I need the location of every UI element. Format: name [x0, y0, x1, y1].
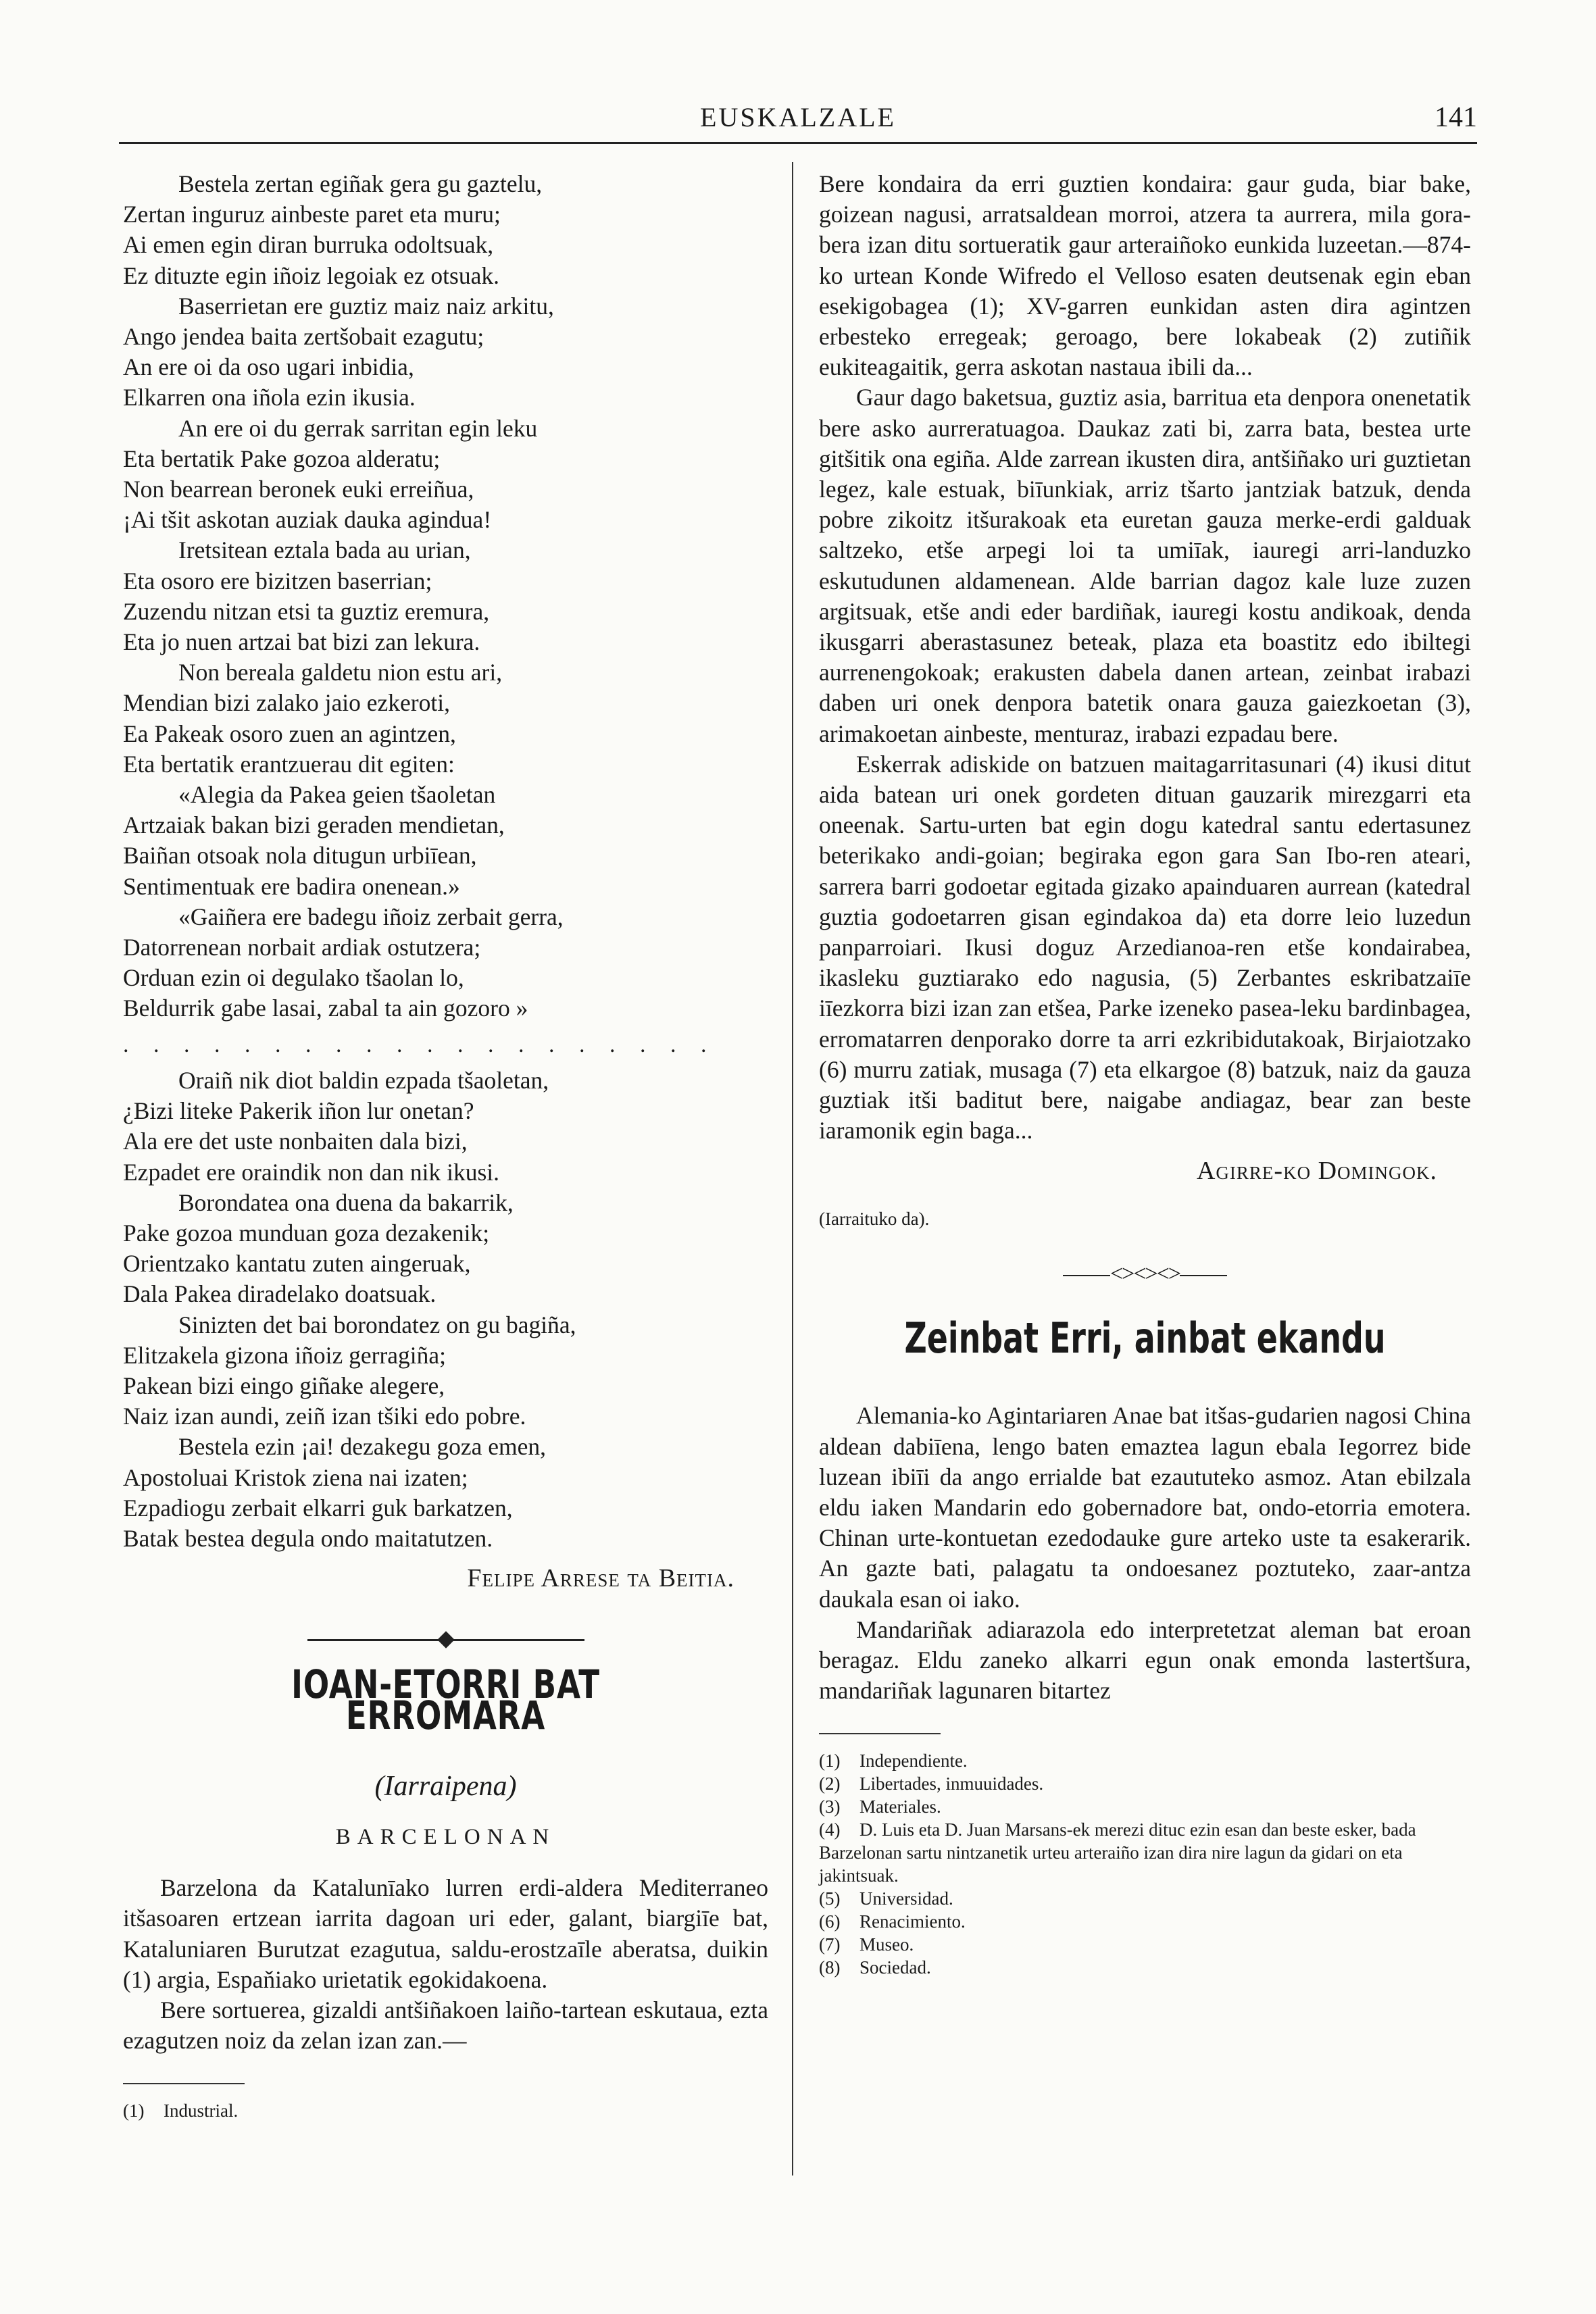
poem-line: ¡Ai tšit askotan auziak dauka agindua! [123, 506, 492, 534]
footnote [819, 1772, 1471, 1795]
section-ornament [123, 1622, 768, 1642]
poem-line: Naiz izan aundi, zeiñ izan tšiki edo pobre. [123, 1403, 526, 1430]
footnote-text: Renacimiento. [859, 1911, 966, 1932]
footnote-number: (7) [819, 1934, 841, 1955]
footnote [819, 1795, 1471, 1818]
right-column [819, 169, 1471, 1979]
poem-line: Pake gozoa munduan goza dezakenik; [123, 1219, 490, 1247]
footnote [819, 1749, 1471, 1772]
article-signature: Agirre-ko Domingok. [1196, 1156, 1437, 1185]
diamond-ornament-icon [437, 1631, 454, 1648]
footnote-text: Independiente. [859, 1751, 968, 1771]
poem-line: Apostoluai Kristok ziena nai izaten; [123, 1463, 468, 1491]
poem-line: Orduan ezin oi degulako tšaolan lo, [123, 964, 464, 992]
footnote [123, 2099, 768, 2122]
poem-line: ¿Bizi liteke Pakerik iñon lur onetan? [123, 1097, 474, 1125]
footnote-text: Universidad. [859, 1888, 953, 1909]
poem-line: Dala Pakea diradelako doatsuak. [123, 1280, 437, 1308]
article-paragraph: Bere kondaira da erri guztien kondaira: gaur guda, biar bake, goizean nagusi, arratsaldean morroi, atzera ta aurrera, mila gora-bera izan ditu sortueratik gaur arteraiñoko eunkida luzeetan.—874-ko urtean Konde Wifredo el Velloso esaten deutsenak egin eban esekigobagea (1); XV-garren eunkidan asten dira agintzen erbesteko erregeak; geroago, bere lokabeak (2) zutiñik eukiteagaitik, gerra askotan nastaua ibili da... [819, 170, 1471, 381]
footnote-text: Materiales. [859, 1796, 941, 1817]
poem-line: Non bearrean beronek euki erreiñua, [123, 476, 474, 503]
article-paragraph: Gaur dago baketsua, guztiz asia, barritua eta denpora onenetatik bere asko aurreratuagoa. Daukaz zati bi, zarra bata, bestea urte gitšitik ona egiña. Alde zarrean ikusten dira, antšiñako uri guztietan legez, kale estuak, biīunkiak, arriz tšarto jantziak batzuk, denda pobre zikoitz itšurakoak eta euretan gauza merke-erdi galduak saltzeko, etše arpegi loi ta umiīak, iauregi arri-landuzko eskutudunen aldamenean. Alde barrian dagoz kale luze zuzen argitsuak, etše andi eder bardiñak, iauregi kostu andikoak, denda ikusgarri aberastasunez beteak, plaza eta boastitz edo ibiltegi aurrenengokoak; erakusten dabela danen artean, zeinbat irabazi daben uri onek denpora batetik onara gauza gaiezkoetan (3), arimakoetan ainbeste, menturaz, irabazi ezpadau bere. [819, 384, 1471, 747]
footnote-number: (5) [819, 1888, 841, 1909]
poem-line: Sentimentuak ere badira onenean.» [123, 872, 460, 900]
running-head [119, 101, 1477, 144]
footnote-rule [123, 2083, 245, 2084]
poem-line: Sinizten det bai borondatez on gu bagiña, [178, 1311, 576, 1338]
footnote-text: Museo. [859, 1934, 914, 1955]
footnote [819, 1887, 1471, 1910]
footnote [819, 1910, 1471, 1933]
article-paragraph: Mandariñak adiarazola edo interpretetzat aleman bat eroan beragaz. Eldu zaneko alkarri egun onak emonda lastertšura, mandariñak lagunaren bitartez [819, 1615, 1471, 1705]
page-number: 141 [1435, 102, 1477, 133]
poem-line: Iretsitean eztala bada au urian, [178, 536, 471, 564]
poem-line: Pakean bizi eingo giñake alegere, [123, 1372, 445, 1399]
article-paragraph: Bere sortuerea, gizaldi antšiñakoen laiño-tartean eskutaua, ezta ezagutzen noiz da zelan izan zan.— [123, 1996, 768, 2055]
footnote-number: (2) [819, 1774, 841, 1794]
footnote [819, 1956, 1471, 1979]
column-divider [792, 162, 793, 2175]
poem-line: Batak bestea degula ondo maitatutzen. [123, 1524, 493, 1552]
poem-stanzas-continued [123, 1065, 768, 1554]
continued-note: (Iarraituko da). [819, 1208, 930, 1229]
article-subtitle: (Iarraipena) [374, 1770, 517, 1802]
poem-stanzas [123, 169, 768, 1024]
poem-line: Eta jo nuen artzai bat bizi zan lekura. [123, 628, 480, 656]
poem-line: Oraiñ nik diot baldin ezpada tšaoletan, [178, 1066, 549, 1094]
poem-line: Borondatea ona duena da bakarrik, [178, 1188, 514, 1216]
footnote-number: (1) [819, 1751, 841, 1771]
poem-line: An ere oi da oso ugari inbidia, [123, 353, 414, 381]
footnote-text: Industrial. [164, 2101, 239, 2121]
poem-line: Baserrietan ere guztiz maiz naiz arkitu, [178, 292, 554, 320]
footnote [819, 1818, 1471, 1887]
poem-line: Ezpadiogu zerbait elkarri guk barkatzen, [123, 1494, 513, 1521]
footnote [819, 1933, 1471, 1956]
poem-line: Beldurrik gabe lasai, zabal ta ain gozoro » [123, 995, 528, 1022]
poem-line: Artzaiak bakan bizi geraden mendietan, [123, 811, 505, 839]
poem-line: Ea Pakeak osoro zuen an agintzen, [123, 720, 456, 747]
footnotes [819, 1749, 1471, 1979]
section-ornament-right: <><><> [819, 1259, 1471, 1289]
footnote-number: (6) [819, 1911, 841, 1932]
article-paragraph: Eskerrak adiskide on batzuen maitagarritasunari (4) ikusi ditut aida batean uri onek gordeten dituan gauzarik mirezgarri eta oneenak. Sartu-urten bat egin dogu katedral santu edertasunez beterikako andi-goian; begiraka egon gara San Ibo-ren ateari, sarrera barri godoetar egitada gizako apainduaren aurrean (katedral guztia godoetarren gisan egindakoa da) eta dorre leio luzedun panparroiari. Ikusi doguz Arzedianoa-ren etše kondairabea, ikasleku guztiarako edo nagusia, (5) Zerbantes eskribatzaiīe iīezkorra bizi izan zan etšea, Parke izeneko pasea-leku bardinbagea, erromatarren denporako dorre ta arri ezkribidutakoak, Birjaiotzako (6) murru zatiak, musaga (7) eta elkargoe (8) batzuk, naiz da gauza guztiak itši baditut bere, naigabe andiagaz, bear zan beste iaramonik egin baga... [819, 750, 1471, 1145]
poem-line: Eta osoro ere bizitzen baserrian; [123, 567, 432, 595]
article-dateline: BARCELONAN [335, 1824, 556, 1849]
poem-line: Mendian bizi zalako jaio ezkeroti, [123, 689, 450, 717]
footnote-rule [819, 1733, 941, 1734]
poem-line: Zuzendu nitzan etsi ta guztiz eremura, [123, 597, 490, 625]
footnote-text: Sociedad. [859, 1957, 931, 1978]
poem-line: Eta bertatik Pake gozoa alderatu; [123, 445, 441, 472]
poem-line: Baiñan otsoak nola ditugun urbiīean, [123, 842, 477, 870]
poem-line: Ai emen egin diran burruka odoltsuak, [123, 231, 494, 259]
poem-line: Non bereala galdetu nion estu ari, [178, 659, 503, 686]
poem-line: Elitzakela gizona iñoiz gerragiña; [123, 1341, 447, 1369]
footnote-number: (1) [123, 2101, 145, 2121]
article-title: IOAN-ETORRI BAT ERROMARA [291, 1661, 600, 1738]
poem-line: An ere oi du gerrak sarritan egin leku [178, 414, 538, 442]
article-continuation [819, 169, 1471, 1147]
article-paragraph: Alemania-ko Agintariaren Anae bat itšas-gudarien nagosi China aldean dabiīena, lengo baten emaztea lagun ebala Iegorrez bide luzean ibiīi da ango errialde bat ezaututeko asmoz. Atan ebilzala eldu iaken Mandarin edo gobernadore bat, ondo-etorria emotera. Chinan urte-kontuetan ezedodauke gure arteko uste ta esakerarik. An gazte bati, palagatu ta ondoesanez poztuteko, zaar-antza daukala esan oi iako. [819, 1402, 1471, 1613]
poem-line: Elkarren ona iñola ezin ikusia. [123, 384, 416, 411]
footnote-number: (8) [819, 1957, 841, 1978]
footnote-number: (4) [819, 1819, 841, 1840]
poem-line: Bestela zertan egiñak gera gu gaztelu, [178, 170, 543, 197]
poem-line: Ango jendea baita zertšobait ezagutu; [123, 323, 484, 351]
poem-line: Datorrenean norbait ardiak ostutzera; [123, 934, 481, 961]
poem-line: Ez dituzte egin iñoiz legoiak ez otsuak. [123, 261, 499, 289]
footnote-text: Libertades, inmuuidades. [859, 1774, 1044, 1794]
footnote-number: (3) [819, 1796, 841, 1817]
poem-line: «Alegia da Pakea geien tšaoletan [178, 781, 496, 809]
article-title-right: Zeinbat Erri, ainbat ekandu [904, 1313, 1386, 1363]
left-column [123, 169, 768, 2122]
running-title: EUSKALZALE [700, 102, 896, 132]
poem-line: Ezpadet ere oraindik non dan nik ikusi. [123, 1158, 499, 1186]
poem-line: «Gaiñera ere badegu iñoiz zerbait gerra, [178, 903, 564, 930]
footnote-text: D. Luis eta D. Juan Marsans-ek merezi dituc ezin esan dan beste esker, bada Barzelonan sartu nintzanetik urteu arteraiño izan dira nire lagun da gidari on eta jakintsuak. [819, 1819, 1416, 1886]
poem-signature: Felipe Arrese ta Beitia. [467, 1564, 734, 1593]
poem-line: Zertan inguruz ainbeste paret eta muru; [123, 201, 501, 228]
ellipsis-line: . . . . . . . . . . . . . . . . . . . . [123, 1032, 716, 1057]
article-paragraph: Barzelona da Katalunīako lurren erdi-aldera Mediterraneo itšasoaren ertzean iarrita dagoan uri eder, galant, biargiīe bat, Kataluniaren Burutzat ezagutua, saldu-erostzaīle aberatsa, duikin (1) argia, Espaňiako urietatik egokidakoena. [123, 1874, 768, 1993]
poem-line: Ala ere det uste nonbaiten dala bizi, [123, 1128, 468, 1155]
poem-line: Eta bertatik erantzuerau dit egiten: [123, 750, 455, 778]
poem-line: Bestela ezin ¡ai! dezakegu goza emen, [178, 1433, 547, 1461]
poem-line: Orientzako kantatu zuten aingeruak, [123, 1250, 471, 1278]
